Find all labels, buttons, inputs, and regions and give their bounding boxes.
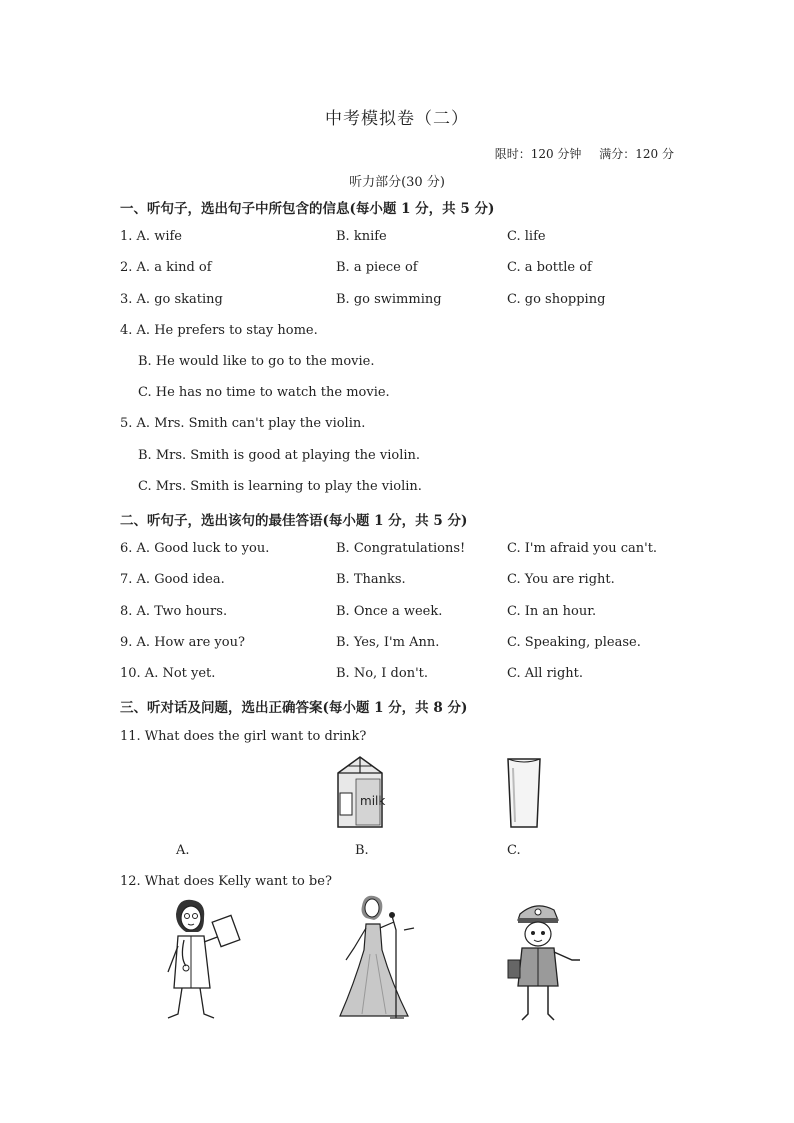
page-title: 中考模拟卷（二）: [325, 109, 469, 129]
q11-label-c: C.: [507, 843, 521, 858]
option-b: B. Yes, I'm Ann.: [336, 635, 440, 650]
option-c: C. Speaking, please.: [507, 635, 641, 650]
option-b: B. go swimming: [336, 292, 442, 307]
question-12: 12. What does Kelly want to be?: [120, 874, 332, 889]
police-officer-image: [506, 902, 582, 1022]
option-a: 1. A. wife: [120, 229, 182, 244]
exam-meta: [495, 145, 674, 162]
option-c: C. go shopping: [507, 292, 606, 307]
milk-label: milk: [360, 794, 386, 808]
doctor-image: [160, 896, 246, 1022]
question-5-option-a: 5. A. Mrs. Smith can't play the violin.: [120, 416, 366, 431]
option-b: B. Thanks.: [336, 572, 406, 587]
question-4-option-c: C. He has no time to watch the movie.: [138, 385, 390, 400]
question-4-option-a: 4. A. He prefers to stay home.: [120, 323, 318, 338]
section-heading-3: 三、听对话及问题，选出正确答案(每小题 1 分，共 8 分): [120, 700, 468, 716]
option-a: 6. A. Good luck to you.: [120, 541, 270, 556]
part-heading: 听力部分(30 分): [349, 175, 445, 190]
full-score: 满分：120 分: [599, 147, 674, 161]
milk-carton-image: [334, 753, 386, 831]
option-c: C. You are right.: [507, 572, 615, 587]
option-b: B. knife: [336, 229, 387, 244]
option-c: C. I'm afraid you can't.: [507, 541, 658, 556]
option-b: B. Once a week.: [336, 604, 443, 619]
singer-image: [334, 894, 422, 1022]
option-a: 9. A. How are you?: [120, 635, 245, 650]
question-5-option-b: B. Mrs. Smith is good at playing the violin.: [138, 448, 421, 463]
option-c: C. In an hour.: [507, 604, 597, 619]
option-b: B. Congratulations!: [336, 541, 466, 556]
q11-label-b: B.: [355, 843, 369, 858]
glass-of-water-image: [505, 756, 543, 830]
option-a: 10. A. Not yet.: [120, 666, 216, 681]
option-c: C. life: [507, 229, 546, 244]
option-a: 3. A. go skating: [120, 292, 223, 307]
question-11: 11. What does the girl want to drink?: [120, 729, 367, 744]
option-b: B. No, I don't.: [336, 666, 429, 681]
question-5-option-c: C. Mrs. Smith is learning to play the violin.: [138, 479, 422, 494]
option-c: C. a bottle of: [507, 260, 592, 275]
option-a: 7. A. Good idea.: [120, 572, 225, 587]
option-b: B. a piece of: [336, 260, 418, 275]
option-c: C. All right.: [507, 666, 584, 681]
option-a: 2. A. a kind of: [120, 260, 212, 275]
section-heading-2: 二、听句子，选出该句的最佳答语(每小题 1 分，共 5 分): [120, 513, 468, 529]
q11-label-a: A.: [176, 843, 190, 858]
option-a: 8. A. Two hours.: [120, 604, 228, 619]
section-heading-1: 一、听句子，选出句子中所包含的信息(每小题 1 分，共 5 分): [120, 201, 495, 217]
question-4-option-b: B. He would like to go to the movie.: [138, 354, 375, 369]
time-limit: 限时：120 分钟: [494, 147, 582, 161]
